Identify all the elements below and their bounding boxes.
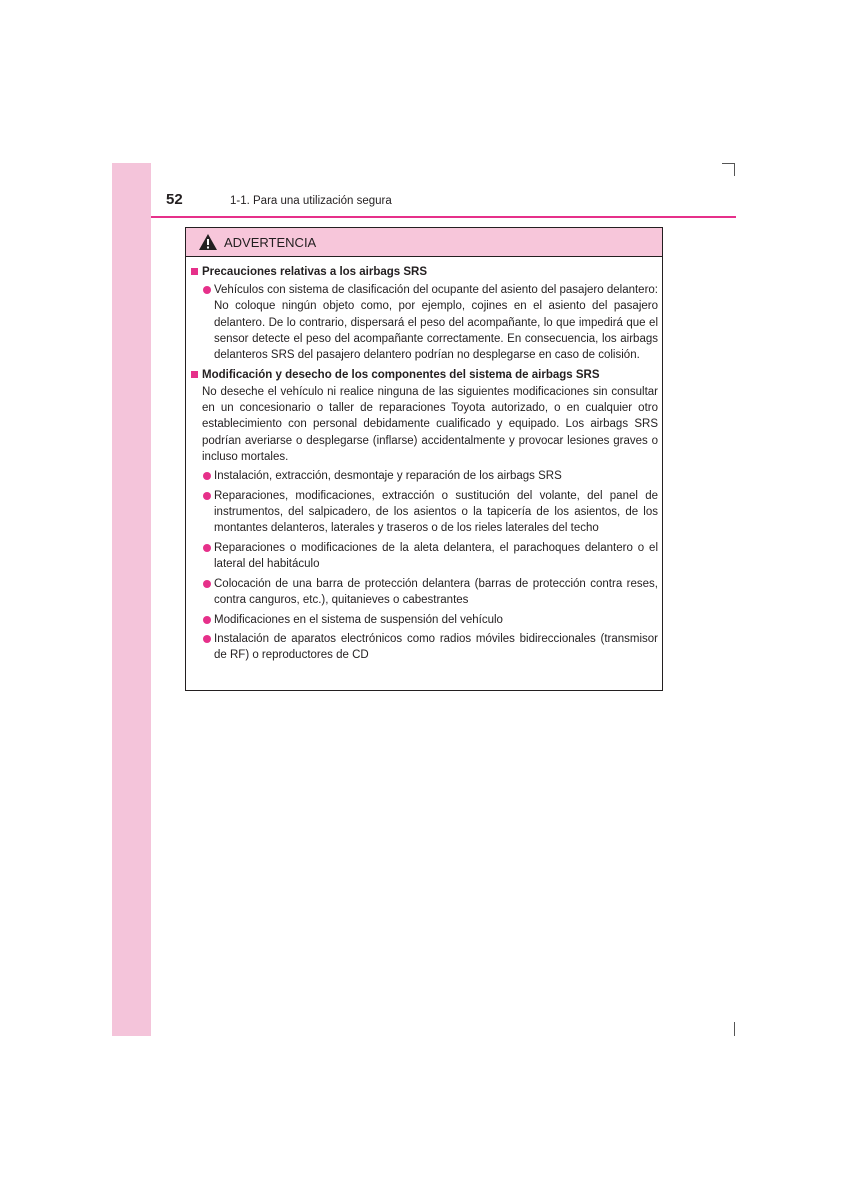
list-item-text: Modificaciones en el sistema de suspensión del vehículo <box>214 613 503 626</box>
crop-mark-top-right-vertical <box>734 163 735 176</box>
pink-square-icon <box>191 371 198 378</box>
pink-dot-icon <box>203 544 211 552</box>
header-rule <box>151 216 736 218</box>
page-number: 52 <box>166 191 183 208</box>
section-intro: No deseche el vehículo ni realice ninguna de las siguientes modificaciones sin consultar en un concesionario o taller de reparaciones Toyota autorizado, o en cualquier otro establecimiento con personal debidamente cualificado y equipado. Los airbags SRS podrían averiarse o desplegarse (inflarse) accidentalmente y provocar lesiones graves o incluso mortales. <box>202 385 658 463</box>
pink-square-icon <box>191 268 198 275</box>
section-heading <box>190 367 658 383</box>
list-item-text: Instalación, extracción, desmontaje y reparación de los airbags SRS <box>214 469 562 482</box>
section-title: 1-1. Para una utilización segura <box>230 195 392 207</box>
warning-box <box>185 227 663 691</box>
list-item <box>190 576 658 608</box>
pink-dot-icon <box>203 286 211 294</box>
pink-dot-icon <box>203 580 211 588</box>
list-item-text: Reparaciones, modificaciones, extracción o sustitución del volante, del panel de instrumentos, del salpicadero, de los asientos o la tapicería de los asientos, de los montantes delanteros, laterales y traseros o de los rieles laterales del techo <box>214 489 658 535</box>
pink-dot-icon <box>203 635 211 643</box>
list-item-text: Reparaciones o modificaciones de la aleta delantera, el parachoques delantero o el lateral del habitáculo <box>214 541 658 570</box>
crop-mark-bottom-right <box>734 1022 735 1036</box>
warning-title: ADVERTENCIA <box>224 234 317 250</box>
warning-triangle-icon <box>198 233 218 251</box>
section-heading <box>190 264 658 280</box>
section-heading-text: Modificación y desecho de los componentes del sistema de airbags SRS <box>202 368 600 381</box>
section-heading-text: Precauciones relativas a los airbags SRS <box>202 266 428 278</box>
list-item <box>190 540 658 572</box>
list-item <box>190 282 658 363</box>
pink-dot-icon <box>203 492 211 500</box>
side-color-band <box>112 163 151 1036</box>
list-item-text: Instalación de aparatos electrónicos como radios móviles bidireccionales (transmisor de RF) o reproductores de CD <box>214 633 658 662</box>
list-item <box>190 488 658 537</box>
warning-header <box>186 228 662 257</box>
list-item-text: Colocación de una barra de protección delantera (barras de protección contra reses, contra canguros, etc.), quitanieves o cabestrantes <box>214 577 658 606</box>
list-item <box>190 468 658 484</box>
pink-dot-icon <box>203 616 211 624</box>
list-item-text: Vehículos con sistema de clasificación del ocupante del asiento del pasajero delantero: No coloque ningún objeto como, por ejemplo, cojines en el asiento del pasajero delantero. De lo contrario, dispersará el peso del acompañante, lo que impedirá que el sensor detecte el peso del acompañante correctamente. En consecuencia, los airbags delanteros SRS del pasajero delantero podrían no desplegarse en caso de colisión. <box>214 284 658 362</box>
pink-dot-icon <box>203 472 211 480</box>
warning-content <box>190 264 658 667</box>
list-item <box>190 631 658 663</box>
list-item <box>190 612 658 628</box>
